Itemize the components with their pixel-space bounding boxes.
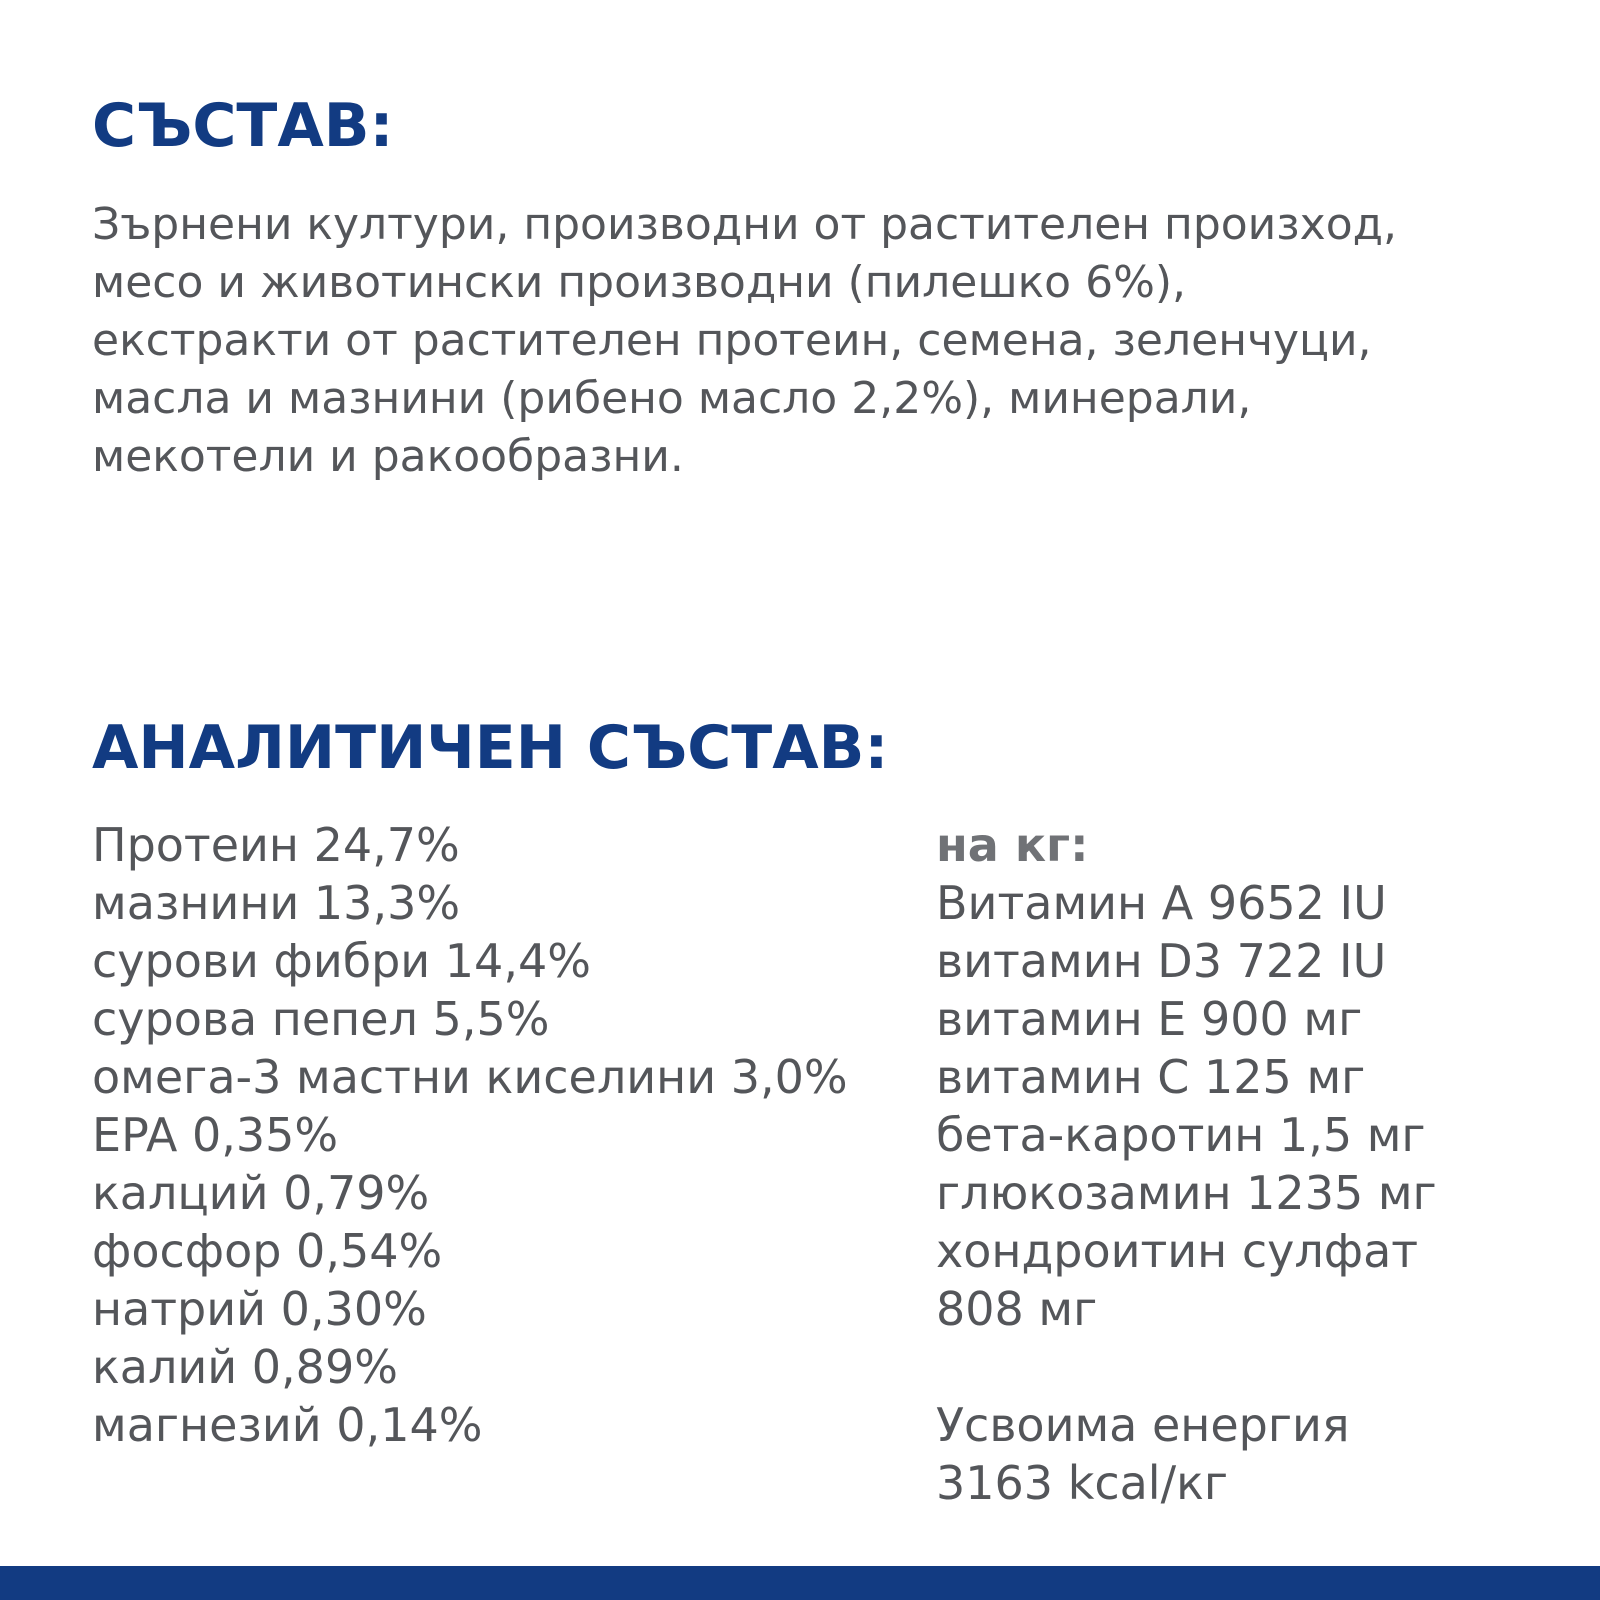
- constituent-item: натрий 0,30%: [92, 1282, 427, 1336]
- per-kg-label: на кг:: [936, 818, 1089, 872]
- constituent-item: омега-3 мастни киселини 3,0%: [92, 1050, 848, 1104]
- additive-item: витамин D3 722 IU: [936, 934, 1387, 988]
- additive-item: 808 мг: [936, 1282, 1098, 1336]
- additive-item: витамин Е 900 мг: [936, 992, 1363, 1046]
- ingredients-line: масла и мазнини (рибено масло 2,2%), минерали,: [92, 373, 1252, 424]
- energy-value: 3163 kcal/кг: [936, 1456, 1229, 1510]
- additives-per-kg-list: [936, 816, 1576, 1512]
- ingredients-text: [92, 196, 1572, 486]
- composition-heading: СЪСТАВ:: [92, 91, 394, 161]
- analytical-constituents-list: [92, 816, 922, 1454]
- ingredients-line: месо и животински производни (пилешко 6%),: [92, 257, 1187, 308]
- additive-item: Витамин А 9652 IU: [936, 876, 1387, 930]
- constituent-item: магнезий 0,14%: [92, 1398, 483, 1452]
- additive-item: глюкозамин 1235 мг: [936, 1166, 1437, 1220]
- constituent-item: EPA 0,35%: [92, 1108, 339, 1162]
- analytical-heading: АНАЛИТИЧЕН СЪСТАВ:: [92, 713, 889, 783]
- constituent-item: фосфор 0,54%: [92, 1224, 443, 1278]
- constituent-item: сурови фибри 14,4%: [92, 934, 591, 988]
- constituent-item: сурова пепел 5,5%: [92, 992, 550, 1046]
- additive-item: хондроитин сулфат: [936, 1224, 1419, 1278]
- list-spacer: [936, 1338, 1576, 1396]
- additive-item: бета-каротин 1,5 мг: [936, 1108, 1426, 1162]
- constituent-item: калий 0,89%: [92, 1340, 398, 1394]
- constituent-item: калций 0,79%: [92, 1166, 430, 1220]
- energy-line: Усвоима енергия: [936, 1398, 1350, 1452]
- constituent-item: мазнини 13,3%: [92, 876, 461, 930]
- ingredients-line: Зърнени култури, производни от растителен произход,: [92, 199, 1398, 250]
- ingredients-line: мекотели и ракообразни.: [92, 431, 684, 482]
- ingredients-line: екстракти от растителен протеин, семена, зеленчуци,: [92, 315, 1372, 366]
- additive-item: витамин С 125 мг: [936, 1050, 1366, 1104]
- bottom-brand-bar: [0, 1566, 1600, 1600]
- constituent-item: Протеин 24,7%: [92, 818, 460, 872]
